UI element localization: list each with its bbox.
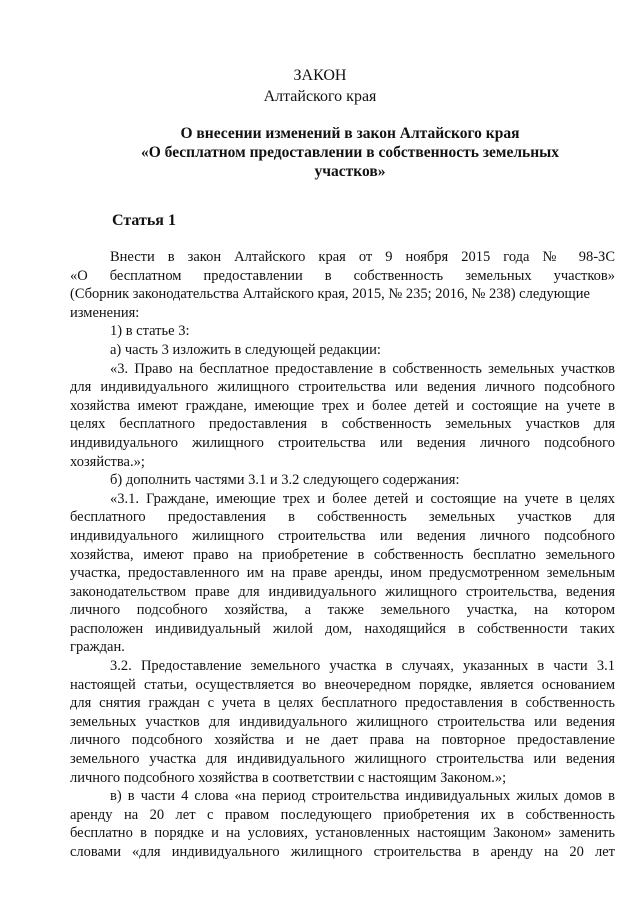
body-line: личного подсобного хозяйства и не дает права на повторное предоставление (70, 732, 615, 749)
body-line: «3.1. Граждане, имеющие трех и более детей и состоящие на учете в целях (110, 490, 615, 507)
body-line: для индивидуального жилищного строительства или ведения личного подсобного (70, 379, 615, 396)
law-body-text (70, 248, 615, 862)
body-line: индивидуального жилищного строительства или ведения личного подсобного (70, 434, 615, 451)
body-line: Внести в закон Алтайского края от 9 ноября 2015 года № 98-ЗС (110, 249, 615, 265)
body-line: 3.2. Предоставление земельного участка в случаях, указанных в части 3.1 (110, 658, 615, 675)
body-line: земельного участка для индивидуального жилищного строительства или ведения (70, 751, 615, 768)
body-line: расположен индивидуальный жилой дом, находящийся в собственности таких (70, 620, 615, 637)
body-line: для снятия граждан с учета в целях бесплатного предоставления в собственность (70, 695, 615, 712)
body-line: б) дополнить частями 3.1 и 3.2 следующего содержания: (110, 472, 460, 489)
body-line: «3. Право на бесплатное предоставление в собственность земельных участков (110, 360, 615, 377)
law-title-line: «О бесплатном предоставлении в собственность земельных (140, 144, 559, 161)
body-line: «О бесплатном предоставлении в собственность земельных участков» (70, 267, 615, 284)
body-line: хозяйства.»; (70, 453, 145, 470)
body-line: (Сборник законодательства Алтайского края, 2015, № 235; 2016, № 238) следующие (70, 286, 590, 303)
law-title-line: О внесении изменений в закон Алтайского края (180, 125, 520, 142)
document-type-heading: ЗАКОН (293, 67, 347, 84)
body-line: словами «для индивидуального жилищного строительства в аренду на 20 лет (70, 844, 615, 860)
region-heading: Алтайского края (263, 88, 377, 105)
article-heading: Статья 1 (112, 212, 176, 229)
body-line: изменения: (70, 304, 140, 321)
body-line: участка, предоставленного им на праве аренды, ином предусмотренном земельным (70, 565, 615, 582)
body-line: хозяйства имеют граждане, имеющие трех и более детей и состоящие на учете в (70, 397, 615, 414)
law-title (60, 124, 640, 181)
body-line: бесплатно в порядке и на условиях, установленных настоящим Законом» заменить (70, 825, 615, 842)
law-title-line: участков» (314, 163, 386, 180)
body-line: целях бесплатного предоставления в собственность земельных участков для (70, 416, 615, 433)
body-line: бесплатного предоставления в собственность земельных участков для (70, 509, 615, 526)
body-line: законодательством праве для индивидуального жилищного строительства, ведения (70, 583, 615, 600)
body-line: а) часть 3 изложить в следующей редакции: (110, 341, 381, 358)
body-line: личного подсобного хозяйства в соответствии с настоящим Законом.»; (70, 769, 507, 786)
body-line: аренду на 20 лет с правом последующего приобретения их в собственность (70, 806, 615, 823)
body-line: 1) в статье 3: (110, 323, 190, 340)
body-line: граждан. (70, 639, 125, 656)
body-line: настоящей статьи, осуществляется во внеочередном порядке, является основанием (70, 676, 615, 693)
body-line: в) в части 4 слова «на период строительства индивидуальных жилых домов в (110, 788, 615, 805)
body-line: индивидуального жилищного строительства или ведения личного подсобного (70, 527, 615, 544)
body-line: личного подсобного хозяйства, а также земельного участка, на котором (70, 602, 615, 619)
body-line: земельных участков для индивидуального жилищного строительства или ведения (70, 713, 615, 730)
body-line: хозяйства, имеют право на приобретение в собственность бесплатно земельного (70, 546, 615, 563)
